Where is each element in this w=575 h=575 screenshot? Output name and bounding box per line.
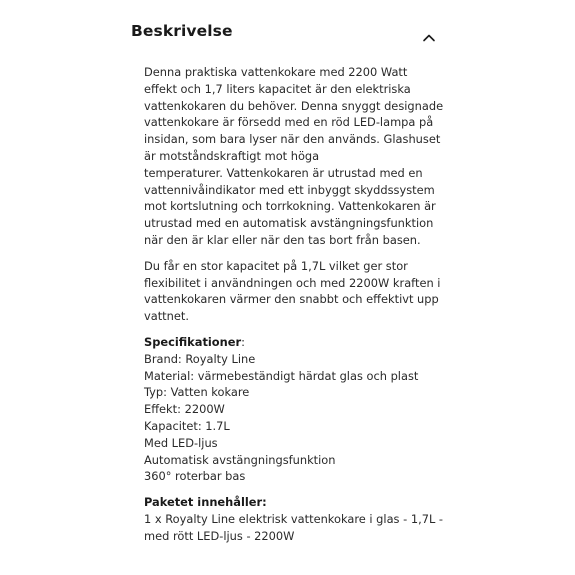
text-line: vattenkokare är försedd med en röd LED-lampa på [144,115,434,130]
chevron-up-icon[interactable] [421,30,437,46]
description-paragraph-1 [144,64,444,249]
text-line: vattennivåindikator med ett inbyggt skyddssystem [144,182,435,197]
specifications-heading [144,334,444,351]
text-line: utrustad med en automatisk avstängningsfunktion [144,216,434,231]
text-line: effekt och 1,7 liters kapacitet är den elektriska [144,81,411,96]
text-line: vattnet. [144,309,189,324]
specifications-list [144,334,444,485]
specifications-heading-colon: : [241,334,245,349]
text-line: Du får en stor kapacitet på 1,7L vilket ger stor [144,258,408,273]
description-paragraph-2 [144,258,444,325]
specifications-heading-text: Specifikationer [144,334,242,349]
text-line: insidan, som bara lyser när den används. Glashuset [144,132,441,147]
spec-item: Med LED-ljus [144,435,218,450]
package-line: med rött LED-ljus - 2200W [144,528,295,543]
text-line: Denna praktiska vattenkokare med 2200 Watt [144,65,408,79]
text-line: är motståndskraftigt mot höga [144,148,320,163]
spec-item: 360° roterbar bas [144,469,246,484]
package-heading: Paketet innehåller: [144,495,267,510]
spec-item: Effekt: 2200W [144,402,225,417]
text-line: temperaturer. Vattenkokaren är utrustad med en [144,165,423,180]
package-line: 1 x Royalty Line elektrisk vattenkokare i glas - 1,7L - [144,511,444,526]
text-line: när den är klar eller när den tas bort från basen. [144,232,421,247]
text-line: vattenkokaren du behöver. Denna snyggt designade [144,98,444,113]
spec-item: Material: värmebeständigt härdat glas och plast [144,368,419,383]
spec-item: Automatisk avstängningsfunktion [144,452,336,467]
spec-item: Typ: Vatten kokare [144,385,250,400]
spec-item: Brand: Royalty Line [144,351,256,366]
text-line: mot kortslutning och torrkokning. Vattenkokaren är [144,199,436,214]
text-line: vattenkokaren värmer den snabbt och effektivt upp [144,292,439,307]
package-contents [144,494,444,544]
text-line: flexibilitet i användningen och med 2200W kraften i [144,275,441,290]
description-content [144,64,444,554]
spec-item: Kapacitet: 1.7L [144,418,230,433]
description-header-toggle[interactable] [131,22,438,52]
section-title: Beskrivelse [131,22,233,40]
